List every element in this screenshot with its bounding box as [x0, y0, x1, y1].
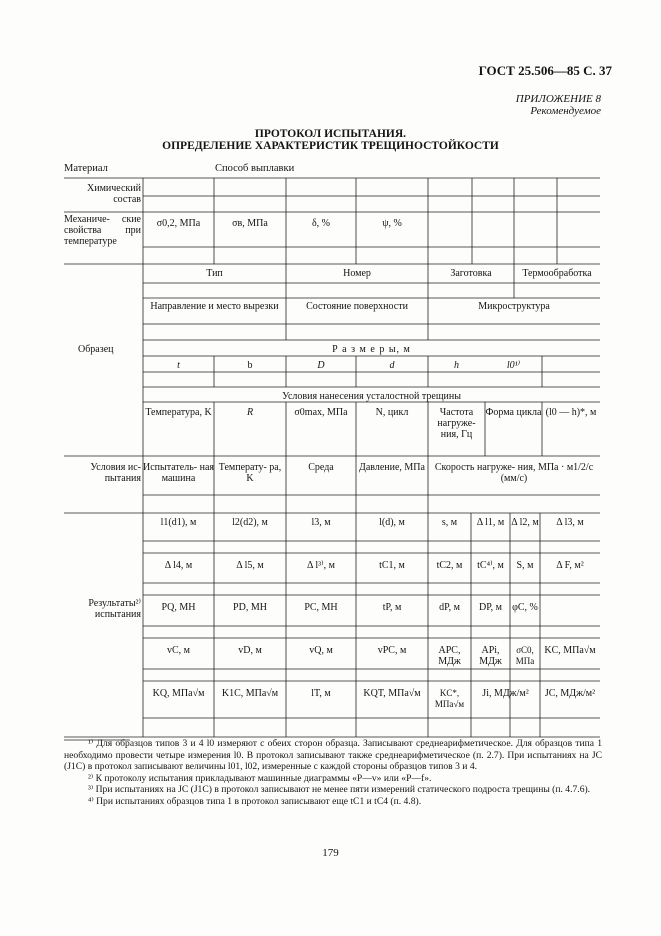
crack-title: Условия нанесения усталостной трещины — [282, 391, 461, 402]
size-t: t — [177, 360, 180, 371]
sample-microstructure: Микроструктура — [478, 301, 550, 312]
title-line-1: ПРОТОКОЛ ИСПЫТАНИЯ. — [254, 128, 407, 140]
footnotes — [64, 738, 602, 807]
res-vC: vC, м — [167, 645, 190, 656]
res-PC: PC, МН — [304, 602, 338, 613]
res-APC: APC, МДж — [438, 645, 461, 667]
cond-medium: Среда — [308, 462, 334, 473]
appendix-status: Рекомендуемое — [530, 105, 601, 117]
footnote-1: ¹⁾ Для образцов типов 3 и 4 l0 измеряют с обеих сторон образца. Записывают среднеарифметическое. Для образцов типа 1 необходимо провести четыре измерения l0. В протокол записывают также среднеарифметическое (п. 2.7). При испытаниях на JC (J1C) в протокол записывают величины l01, l02, измеренные с каждой стороны образцов типов 3 и 4. — [64, 738, 602, 772]
sample-blank: Заготовка — [450, 268, 492, 279]
res-dl1: Δ l1, м — [476, 517, 505, 528]
crack-temperature: Температура, K — [145, 407, 212, 418]
crack-cycles: N, цикл — [375, 407, 409, 418]
size-b: b — [247, 360, 253, 371]
res-tc: tC⁴⁾, м — [477, 560, 504, 571]
res-KC-star: KC*, МПа√м — [434, 688, 465, 709]
row-label-results: Результаты²⁾ испытания — [88, 598, 141, 620]
smelting-label: Способ выплавки — [215, 163, 295, 174]
res-dP: dP, м — [439, 602, 460, 613]
footnote-3: ³⁾ При испытаниях на JC (J1C) в протокол записывают не менее пяти измерений статического подроста трещины (п. 4.7.6). — [88, 784, 591, 795]
footnote-4: ⁴⁾ При испытаниях образцов типа 1 в протокол записывают еще tC1 и tC4 (п. 4.8). — [88, 795, 422, 807]
cond-loading-rate: Скорость нагруже- ния, МПа · м1/2/с (мм/с) — [434, 462, 594, 484]
res-tc1: tC1, м — [379, 560, 405, 571]
sample-type: Тип — [206, 268, 223, 279]
res-S: S, м — [516, 560, 534, 571]
res-PD: PD, МН — [233, 602, 267, 613]
footnote-2: ²⁾ К протоколу испытания прикладывают машинные диаграммы «P—v» или «P—f». — [88, 772, 432, 784]
crack-R: R — [246, 407, 254, 418]
res-Ji: Ji, МДж/м² — [482, 688, 529, 699]
page-number: 179 — [322, 847, 339, 859]
size-h: h — [454, 360, 459, 371]
res-JC: JC, МДж/м² — [544, 688, 596, 699]
mech-col-yield: σ0,2, МПа — [156, 218, 201, 229]
res-KC: KC, МПа√м — [544, 645, 596, 656]
res-PQ: PQ, МН — [161, 602, 196, 613]
res-vD: vD, м — [238, 645, 262, 656]
res-lT: lT, м — [311, 688, 331, 699]
res-l2: l2(d2), м — [232, 517, 268, 528]
res-K1C: K1C, МПа√м — [221, 688, 279, 699]
appendix-number: ПРИЛОЖЕНИЕ 8 — [515, 93, 601, 105]
crack-frequency: Частота нагруже- ния, Гц — [437, 407, 476, 440]
res-dl4: Δ l4, м — [164, 560, 193, 571]
crack-stress: σ0max, МПа — [294, 407, 348, 418]
res-dl2: Δ l2, м — [511, 517, 539, 528]
sample-number: Номер — [343, 268, 371, 279]
cond-temperature: Температу- ра, K — [218, 462, 282, 484]
row-label-sample: Образец — [78, 344, 114, 355]
res-phiC: φC, % — [512, 602, 538, 613]
res-dl: Δ l³⁾, м — [307, 560, 335, 571]
res-dl3: Δ l3, м — [556, 517, 584, 528]
sample-surface: Состояние поверхности — [306, 301, 408, 312]
row-label-chemical: Химический состав — [87, 183, 141, 205]
row-label-conditions: Условия ис- пытания — [90, 462, 141, 484]
res-APi: APi, МДж — [479, 645, 502, 667]
crack-cycle-form: Форма цикла — [485, 407, 542, 418]
size-D: D — [317, 360, 325, 371]
cond-machine: Испытатель- ная машина — [143, 462, 214, 484]
res-tc2: tC2, м — [436, 560, 463, 571]
sizes-title: Р а з м е р ы, м — [332, 344, 411, 355]
res-KQ: KQ, МПа√м — [152, 688, 205, 699]
sample-heat-treatment: Термообработка — [522, 268, 592, 279]
res-tP: tP, м — [382, 602, 402, 613]
res-l3: l3, м — [311, 517, 331, 528]
title-line-2: ОПРЕДЕЛЕНИЕ ХАРАКТЕРИСТИК ТРЕЩИНОСТОЙКОСТИ — [162, 140, 499, 152]
mech-col-reduction: ψ, % — [382, 218, 402, 229]
mech-col-tensile: σв, МПа — [232, 218, 268, 229]
res-sigmaC0: σC0, МПа — [515, 645, 535, 666]
cond-pressure: Давление, МПа — [359, 462, 425, 473]
size-d: d — [389, 360, 395, 371]
res-l1: l1(d1), м — [160, 517, 197, 528]
res-DP: DP, м — [478, 602, 502, 613]
crack-length: (l0 — h)*, м — [545, 407, 597, 418]
res-vPC: vPC, м — [377, 645, 407, 656]
res-vQ: vQ, м — [309, 645, 333, 656]
res-l: l(d), м — [379, 517, 405, 528]
material-label: Материал — [64, 163, 108, 174]
res-s: s, м — [441, 517, 458, 528]
row-label-mechanical: Механиче- ские свойства при температуре — [64, 214, 141, 247]
size-l0: l0¹⁾ — [506, 360, 521, 371]
mech-col-elongation: δ, % — [311, 218, 331, 229]
res-dF: Δ F, м² — [556, 560, 584, 571]
res-KQT: KQT, МПа√м — [363, 688, 421, 699]
standard-header: ГОСТ 25.506—85 С. 37 — [478, 63, 612, 78]
res-dl5: Δ l5, м — [236, 560, 264, 571]
sample-direction: Направление и место вырезки — [150, 301, 279, 312]
